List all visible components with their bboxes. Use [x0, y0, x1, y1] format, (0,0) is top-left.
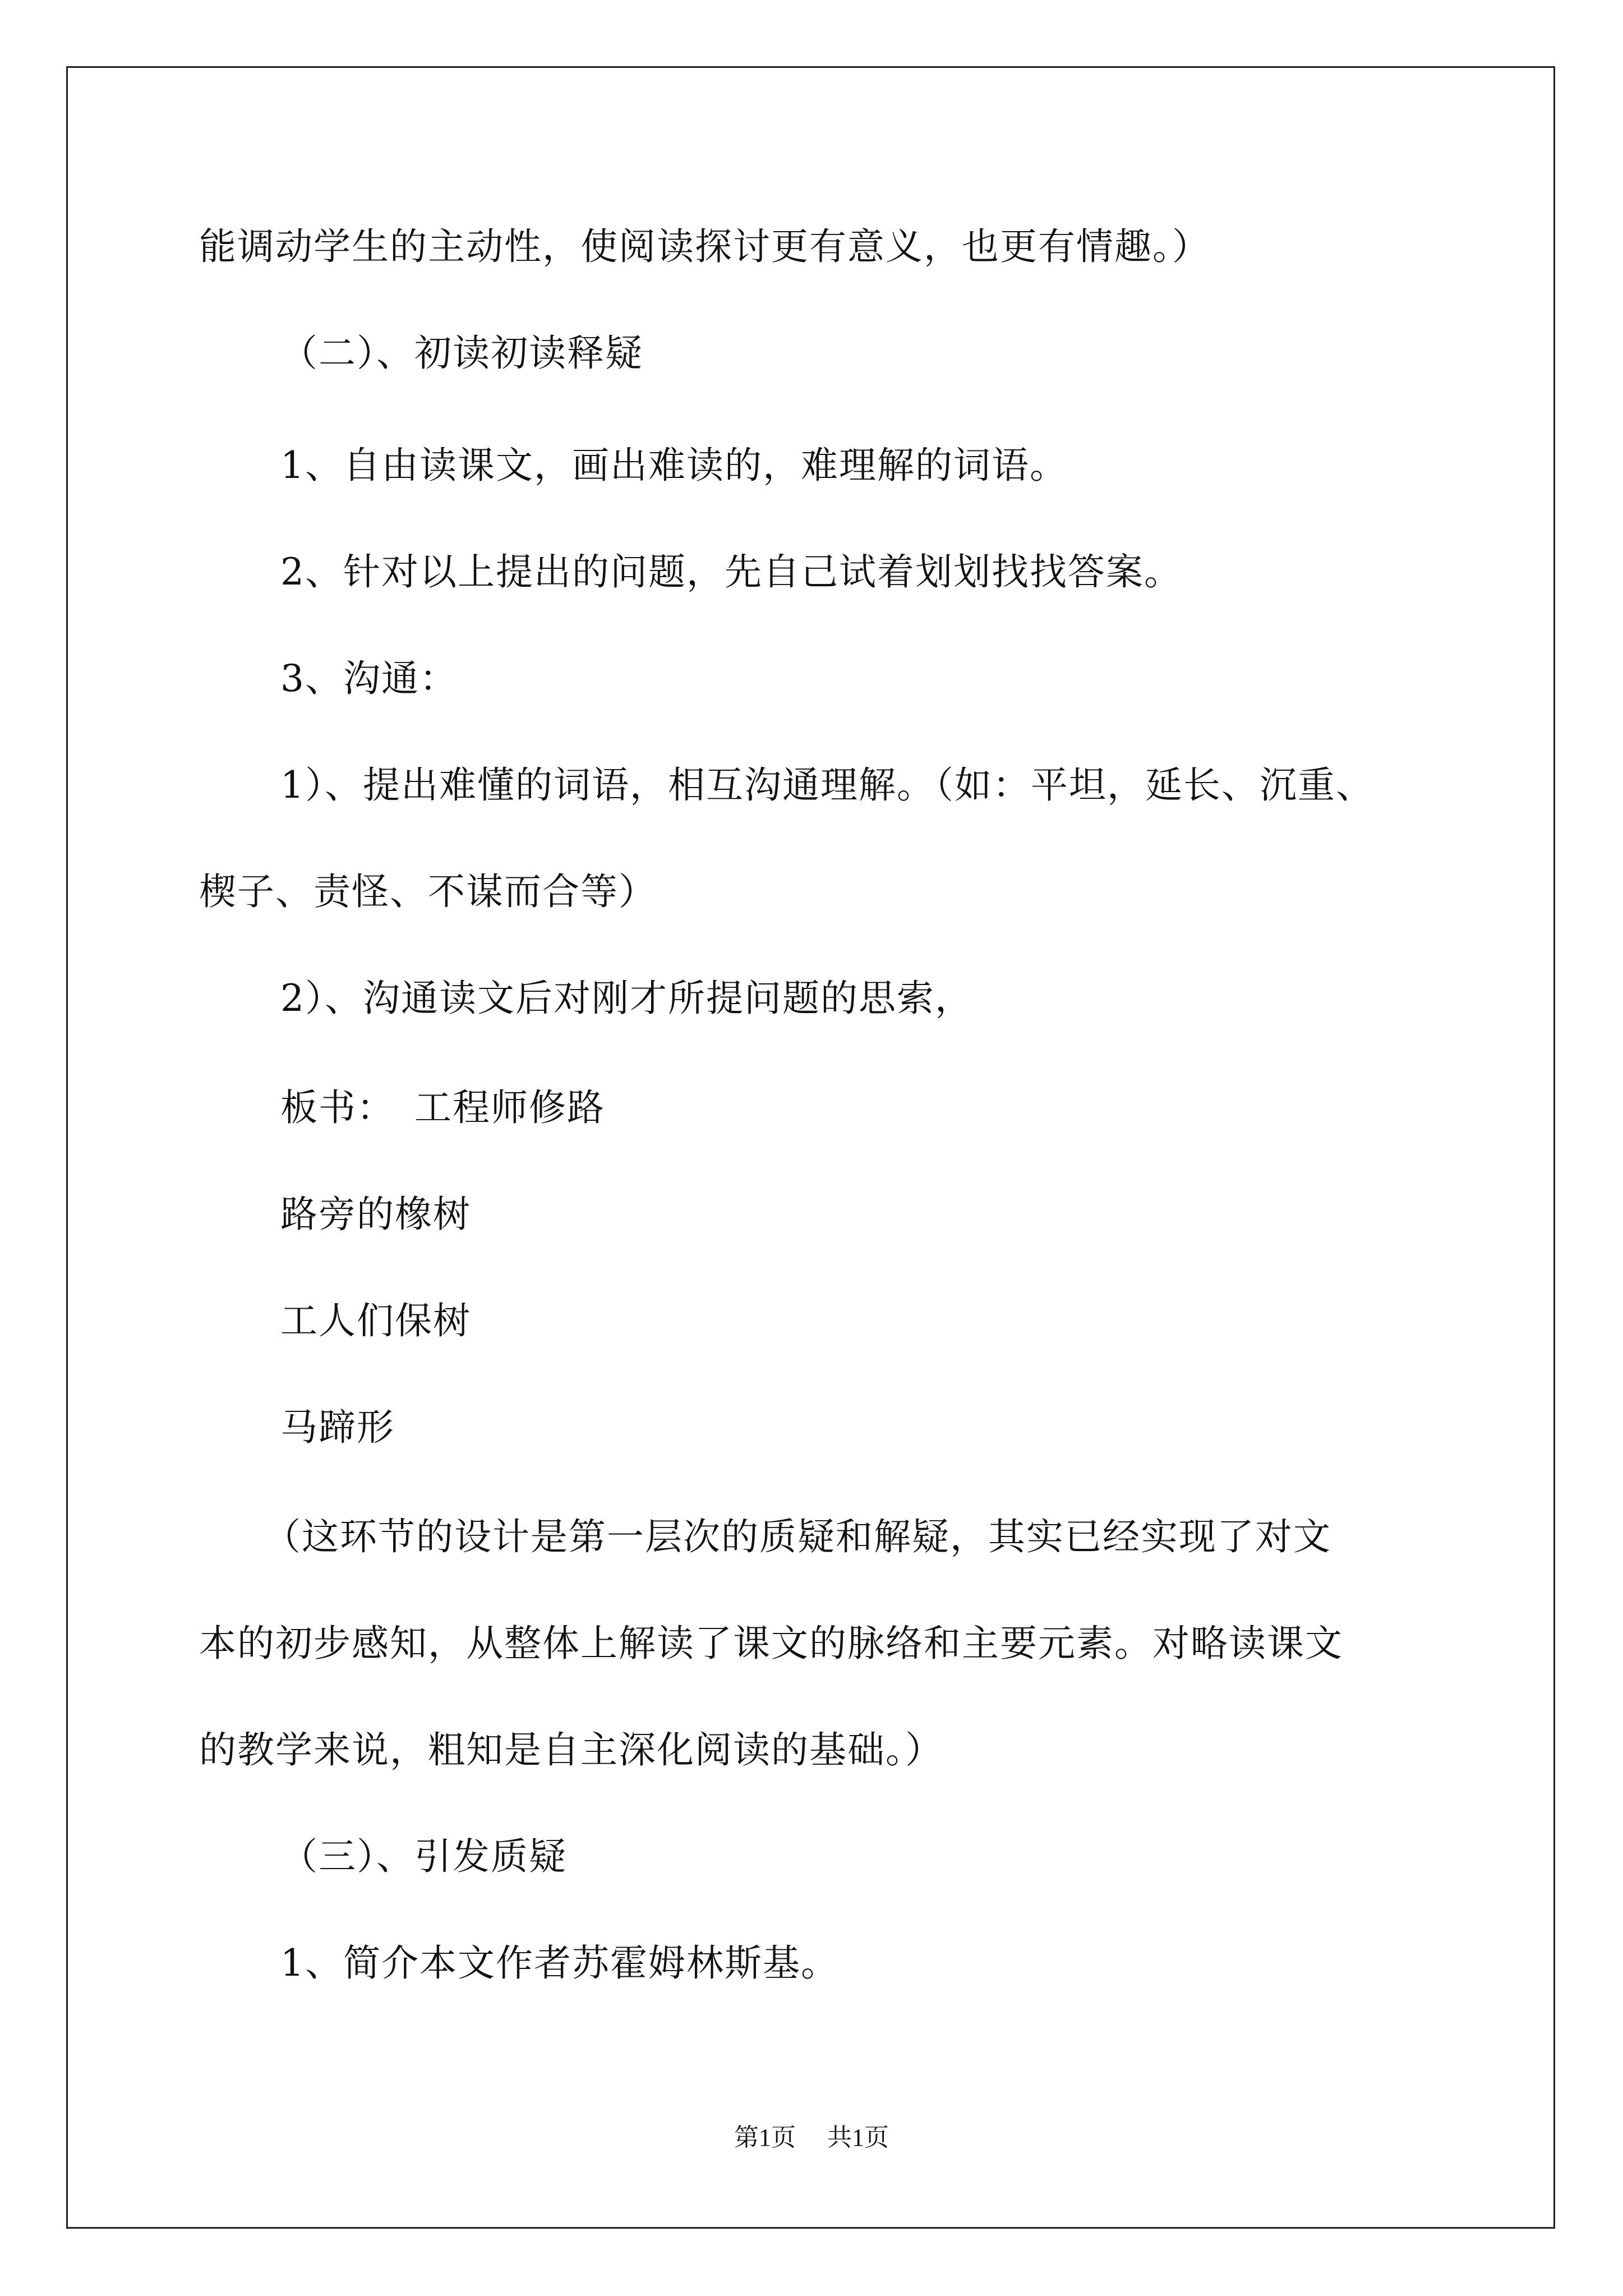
page-total: 共1页 — [827, 2124, 889, 2151]
text-line: 1、简介本文作者苏霍姆林斯基。 — [280, 1941, 839, 1985]
page-number: 第1页 — [734, 2124, 796, 2151]
text-line: 楔子、责怪、不谋而合等） — [199, 870, 657, 913]
blackboard-item: 工人们保树 — [280, 1299, 471, 1342]
blackboard-item: 马蹄形 — [280, 1406, 395, 1449]
blackboard-title: 板书： 工程师修路 — [280, 1086, 605, 1129]
text-line: 本的初步感知，从整体上解读了课文的脉络和主要元素。对略读课文 — [199, 1622, 1343, 1665]
page-border — [66, 66, 1555, 2229]
blackboard-item: 路旁的橡树 — [280, 1193, 471, 1236]
text-line: （这环节的设计是第一层次的质疑和解疑，其实已经实现了对文 — [264, 1515, 1331, 1558]
text-line: 1）、提出难懂的词语，相互沟通理解。（如：平坦，延长、沉重、 — [280, 763, 1374, 807]
page-footer — [0, 2121, 1623, 2155]
text-line: 3、沟通： — [280, 657, 458, 700]
text-line: 1、自由读课文，画出难读的，难理解的词语。 — [280, 444, 1068, 487]
text-line: 2、针对以上提出的问题，先自己试着划划找找答案。 — [280, 550, 1182, 593]
text-line: 2）、沟通读文后对刚才所提问题的思索， — [280, 977, 973, 1020]
text-line: 能调动学生的主动性，使阅读探讨更有意义，也更有情趣。） — [199, 225, 1210, 268]
text-line: 的教学来说，粗知是自主深化阅读的基础。） — [199, 1728, 943, 1772]
section-heading: （三）、引发质疑 — [280, 1835, 567, 1878]
section-heading: （二）、初读初读释疑 — [280, 332, 643, 375]
